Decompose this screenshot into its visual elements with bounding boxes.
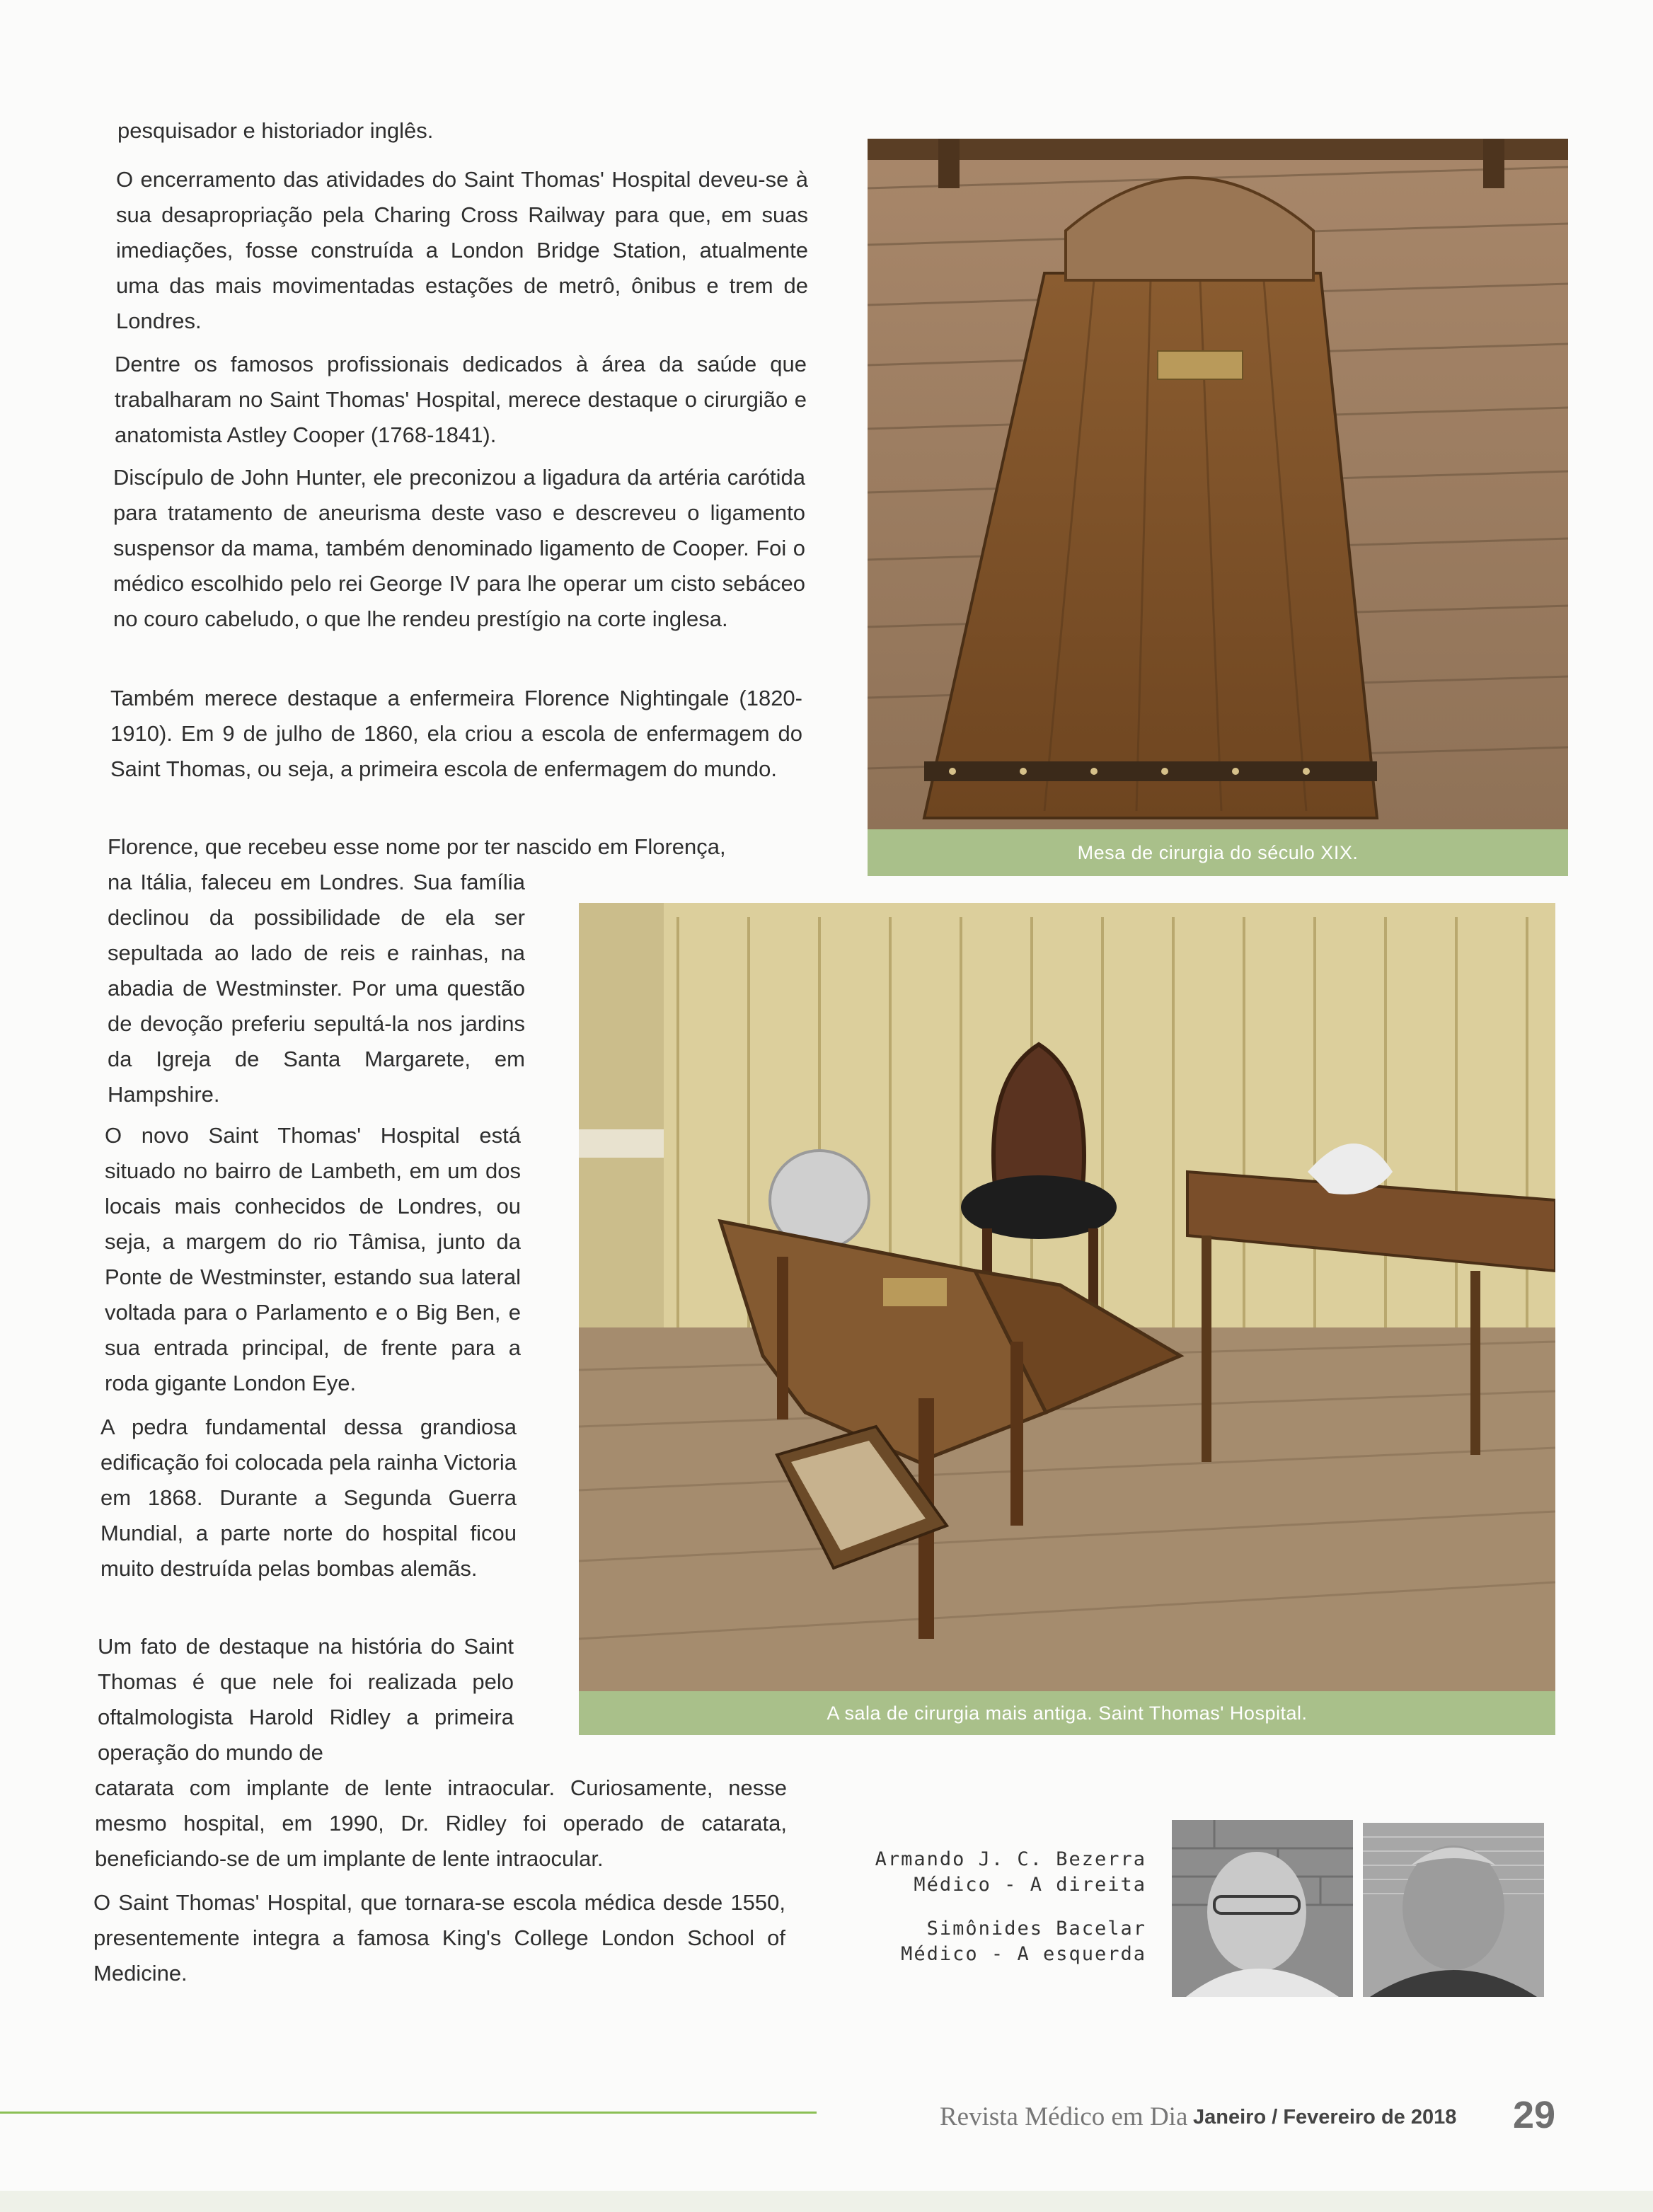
- portrait-illustration: [1363, 1823, 1544, 1997]
- author-role: Médico - A direita: [914, 1874, 1146, 1896]
- footer-magazine-name: Revista Médico em Dia: [940, 2102, 1188, 2131]
- article-paragraph-3: Discípulo de John Hunter, ele preconizou a ligadura da artéria carótida para tratamento de aneurisma deste vaso e descreveu o ligamento suspensor da mama, também denominado ligamento de Cooper. Foi o médico escolhido pelo rei George IV para lhe operar um cisto sebáceo no couro cabeludo, o que lhe rendeu prestígio na corte inglesa.: [113, 465, 805, 631]
- operating-table-caption: Mesa de cirurgia do século XIX.: [868, 829, 1568, 876]
- bottom-band: [0, 2191, 1653, 2212]
- article-paragraph-2: Dentre os famosos profissionais dedicados à área da saúde que trabalharam no Saint Thomas' Hospital, merece destaque o cirurgião e anatomista Astley Cooper (1768-1841).: [115, 352, 807, 447]
- article-paragraph-1: O encerramento das atividades do Saint Thomas' Hospital deveu-se à sua desapropriação pela Charing Cross Railway para que, em suas imediações, fosse construída a London Bridge Station, atualmente uma das mais movimentadas estações de metrô, ônibus e trem de Londres.: [116, 167, 808, 333]
- operating-room-caption: A sala de cirurgia mais antiga. Saint Thomas' Hospital.: [579, 1691, 1555, 1735]
- author-name: Armando J. C. Bezerra: [875, 1848, 1146, 1870]
- portrait-illustration: [1172, 1820, 1353, 1997]
- author-block-0: [814, 1847, 1146, 1898]
- article-paragraph-8: A pedra fundamental dessa grandiosa edificação foi colocada pela rainha Victoria em 1868. Durante a Segunda Guerra Mundial, a parte norte do hospital ficou muito destruída pelas bombas alemãs.: [100, 1415, 517, 1581]
- operating-room-illustration: [579, 903, 1555, 1691]
- operating-table-illustration: [868, 139, 1568, 829]
- author-name: Simônides Bacelar: [926, 1918, 1146, 1940]
- article-paragraph-5: Florence, que recebeu esse nome por ter nascido em Florença,: [108, 834, 726, 859]
- article-paragraph-11: O Saint Thomas' Hospital, que tornara-se escola médica desde 1550, presentemente integra a famosa King's College London School of Medicine.: [93, 1890, 785, 1986]
- operating-table-photo: [868, 139, 1568, 829]
- footer-rule: [0, 2112, 817, 2114]
- author-portrait-left: [1172, 1820, 1353, 1997]
- article-paragraph-7: O novo Saint Thomas' Hospital está situado no bairro de Lambeth, em um dos locais mais conhecidos de Londres, ou seja, a margem do rio Tâmisa, junto da Ponte de Westminster, estando sua lateral voltada para o Parlamento e o Big Ben, e sua entrada principal, de frente para a roda gigante London Eye.: [105, 1123, 521, 1395]
- article-paragraph-4: Também merece destaque a enfermeira Florence Nightingale (1820-1910). Em 9 de julho de 1860, ela criou a escola de enfermagem do Saint Thomas, ou seja, a primeira escola de enfermagem do mundo.: [110, 686, 802, 781]
- article-paragraph-6: na Itália, faleceu em Londres. Sua família declinou da possibilidade de ela ser sepultada ao lado de reis e rainhas, na abadia de Westminster. Por uma questão de devoção preferiu sepultá-la nos jardins da Igreja de Santa Margarete, em Hampshire.: [108, 870, 525, 1107]
- author-block-1: [814, 1916, 1146, 1967]
- article-paragraph-10: catarata com implante de lente intraocular. Curiosamente, nesse mesmo hospital, em 1990, Dr. Ridley foi operado de catarata, beneficiando-se de um implante de lente intraocular.: [95, 1775, 787, 1871]
- operating-room-photo: [579, 903, 1555, 1691]
- article-paragraph-9: Um fato de destaque na história do Saint Thomas é que nele foi realizada pelo oftalmologista Harold Ridley a primeira operação do mundo de: [98, 1634, 514, 1765]
- page-number: 29: [1513, 2094, 1556, 2136]
- author-portrait-right: [1363, 1823, 1544, 1997]
- article-paragraph-0: pesquisador e historiador inglês.: [117, 118, 434, 143]
- author-role: Médico - A esquerda: [901, 1943, 1146, 1965]
- footer-issue-date: Janeiro / Fevereiro de 2018: [1193, 2106, 1457, 2129]
